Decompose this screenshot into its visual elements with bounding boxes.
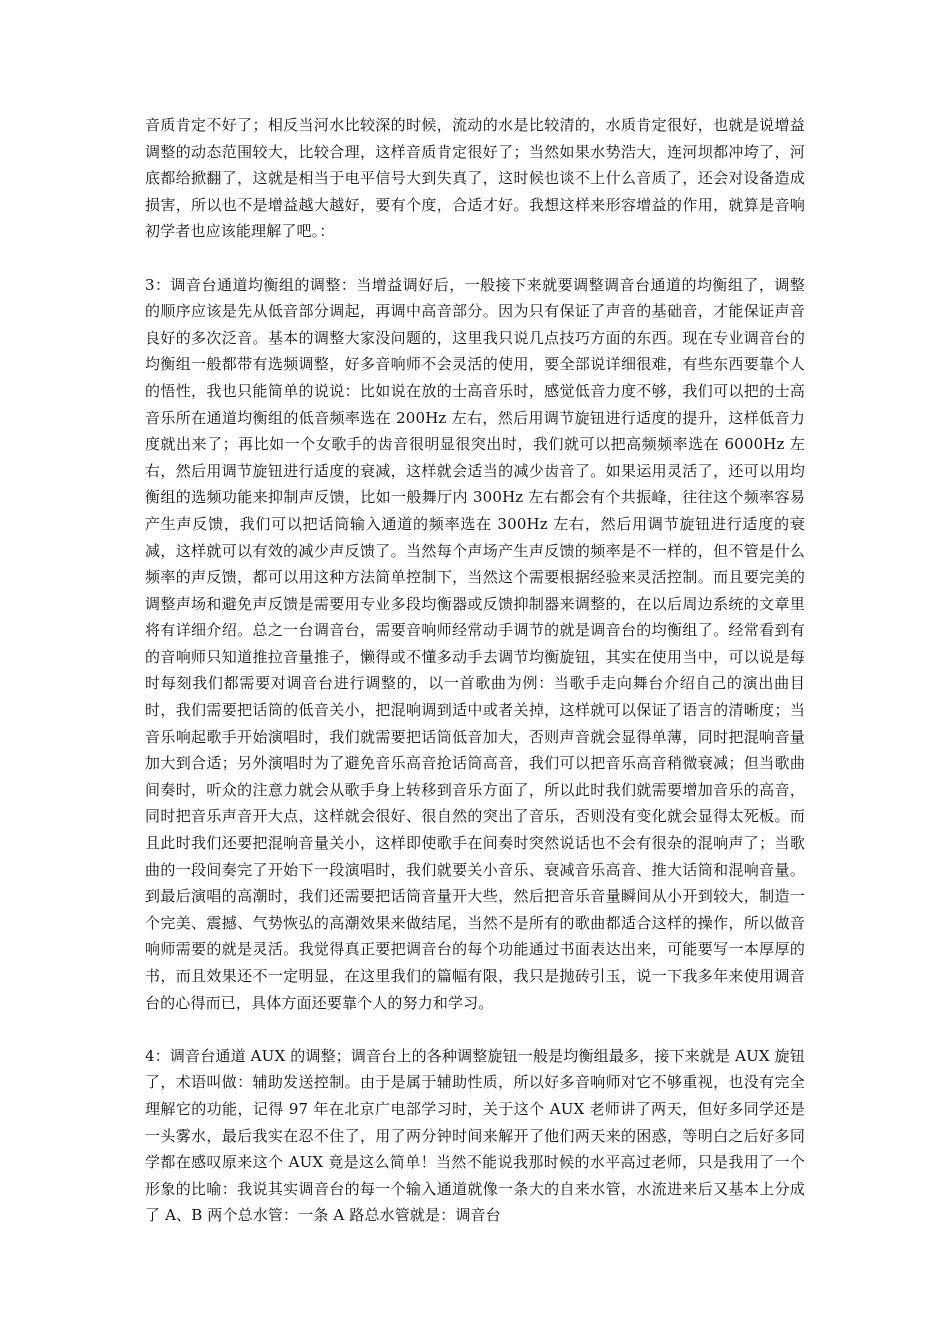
paragraph-aux-adjustment: 4：调音台通道 AUX 的调整；调音台上的各种调整旋钮一般是均衡组最多，接下来就是 AUX 旋钮了，术语叫做：辅助发送控制。由于是属于辅助性质，所以好多音响师对它不够重视，也没有完全理解它的功能，记得 97 年在北京广电部学习时，关于这个 AUX 老师讲了两天，但好多同学还是一头雾水，最后我实在忍不住了，用了两分钟时间来解开了他们两天来的困惑，等明白之后好多同学都在感叹原来这个 AUX 竟是这么简单！当然不能说我那时候的水平高过老师，只是我用了一个形象的比喻：我说其实调音台的每一个输入通道就像一条大的自来水管，水流进来后又基本上分成了 A、B 两个总水管：一条 A 路总水管就是：调音台	[145, 1046, 805, 1225]
paragraph-gap	[145, 1016, 805, 1043]
paragraph-eq-adjustment: 3：调音台通道均衡组的调整：当增益调好后，一般接下来就要调整调音台通道的均衡组了，调整的顺序应该是先从低音部分调起，再调中高音部分。因为只有保证了声音的基础音，才能保证声音良好的多次泛音。基本的调整大家没问题的，这里我只说几点技巧方面的东西。现在专业调音台的均衡组一般都带有选频调整，好多音响师不会灵活的使用，要全部说详细很难，有些东西要靠个人的悟性，我也只能简单的说说：比如说在放的士高音乐时，感觉低音力度不够，我们可以把的士高音乐所在通道均衡组的低音频率选在 200Hz 左右，然后用调节旋钮进行适度的提升，这样低音力度就出来了；再比如一个女歌手的齿音很明显很突出时，我们就可以把高频频率选在 6000Hz 左右，然后用调节旋钮进行适度的衰减，这样就会适当的减少齿音了。如果运用灵活了，还可以用均衡组的选频功能来抑制声反馈，比如一般舞厅内 300Hz 左右都会有个共振峰，往往这个频率容易产生声反馈，我们可以把话筒输入通道的频率选在 300Hz 左右，然后用调节旋钮进行适度的衰减，这样就可以有效的减少声反馈了。当然每个声场产生声反馈的频率是不一样的，但不管是什么频率的声反馈，都可以用这种方法简单控制下，当然这个需要根据经验来灵活控制。而且要完美的调整声场和避免声反馈是需要用专业多段均衡器或反馈抑制器来调整的，在以后周边系统的文章里将有详细介绍。总之一台调音台，需要音响师经常动手调节的就是调音台的均衡组了。经常看到有的音响师只知道推拉音量推子，懒得或不懂多动手去调节均衡旋钮，其实在使用当中，可以说是每时每刻我们都需要对调音台进行调整的，以一首歌曲为例：当歌手走向舞台介绍自己的演出曲目时，我们需要把话筒的低音关小，把混响调到适中或者关掉，这样就可以保证了语言的清晰度；当音乐响起歌手开始演唱时，我们就需要把话筒低音加大，否则声音就会显得单薄，同时把混响音量加大到合适；另外演唱时为了避免音乐高音抢话筒高音，我们可以把音乐高音稍微衰减；但当歌曲间奏时，听众的注意力就会从歌手身上转移到音乐方面了，所以此时我们就需要增加音乐的高音，同时把音乐声音开大点，这样就会很好、很自然的突出了音乐，否则没有变化就会显得太死板。而且此时我们还要把混响音量关小，这样即使歌手在间奏时突然说话也不会有很杂的混响声了；当歌曲的一段间奏完了开始下一段演唱时，我们就要关小音乐、衰减音乐高音、推大话筒和混响音量。到最后演唱的高潮时，我们还需要把话筒音量开大些，然后把音乐音量瞬间从小开到较大，制造一个完美、震撼、气势恢弘的高潮效果来做结尾，当然不是所有的歌曲都适合这样的操作，所以做音响师需要的就是灵活。我觉得真正要把调音台的每个功能通过书面表达出来，可能要写一本厚厚的书，而且效果还不一定明显，在这里我们的篇幅有限，我只是抛砖引玉，说一下我多年来使用调音台的心得而已，具体方面还要靠个人的努力和学习。	[145, 275, 805, 1012]
paragraph-gain-analogy: 音质肯定不好了；相反当河水比较深的时候，流动的水是比较清的，水质肯定很好，也就是说增益调整的动态范围较大，比较合理，这样音质肯定很好了；当然如果水势浩大，连河坝都冲垮了，河底都给掀翻了，这就是相当于电平信号大到失真了，这时候也谈不上什么音质了，还会对设备造成损害，所以也不是增益越大越好，要有个度，合适才好。我想这样来形容增益的作用，就算是音响初学者也应该能理解了吧。：	[145, 116, 805, 241]
document-body	[145, 112, 805, 1229]
paragraph-gap	[145, 245, 805, 272]
